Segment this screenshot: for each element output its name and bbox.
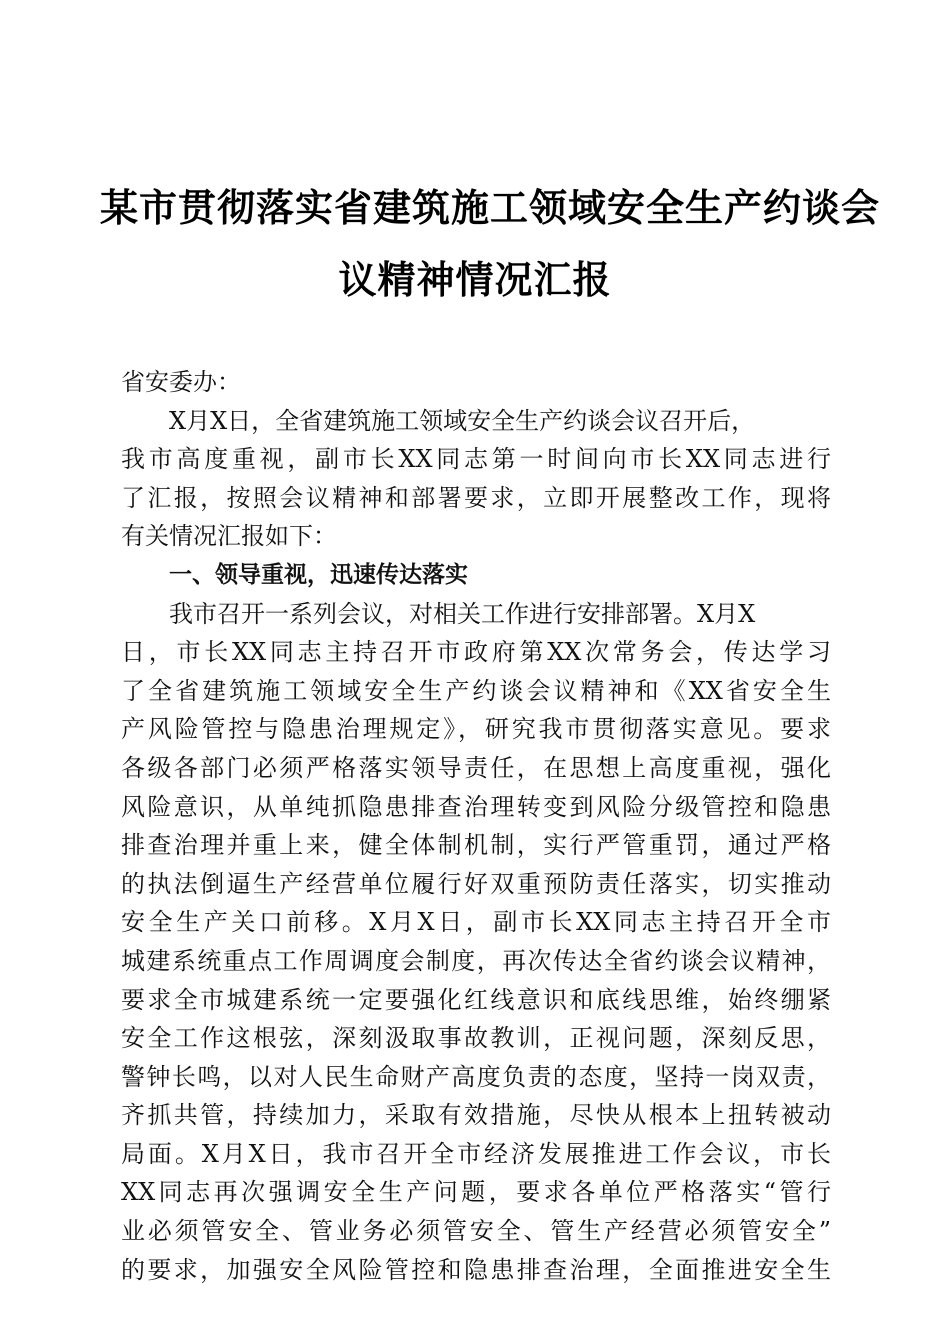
paragraph-line: XX同志再次强调安全生产问题，要求各单位严格落实“管行 bbox=[121, 1178, 831, 1207]
paragraph-line: 各级各部门必须严格落实领导责任，在思想上高度重视，强化 bbox=[121, 753, 831, 782]
title-line-1: 某市贯彻落实省建筑施工领域安全生产约谈会 bbox=[100, 186, 881, 230]
paragraph-line: 我市召开一系列会议，对相关工作进行安排部署。X月X bbox=[169, 599, 756, 628]
paragraph-line: 安全工作这根弦，深刻汲取事故教训，正视问题，深刻反思， bbox=[121, 1024, 831, 1053]
paragraph-line: 排查治理并重上来，健全体制机制，实行严管重罚，通过严格 bbox=[121, 831, 831, 860]
intro-line: X月X日，全省建筑施工领域安全生产约谈会议召开后， bbox=[169, 406, 756, 435]
document-title bbox=[100, 172, 881, 316]
paragraph-line: 齐抓共管，持续加力，采取有效措施，尽快从根本上扭转被动 bbox=[121, 1101, 831, 1130]
section-heading: 一、领导重视，迅速传达落实 bbox=[169, 561, 468, 588]
paragraph-line: 城建系统重点工作周调度会制度，再次传达全省约谈会议精神， bbox=[121, 946, 831, 975]
intro-line: 了汇报，按照会议精神和部署要求，立即开展整改工作，现将 bbox=[121, 483, 831, 512]
paragraph-line: 风险意识，从单纯抓隐患排查治理转变到风险分级管控和隐患 bbox=[121, 792, 831, 821]
paragraph-line: 要求全市城建系统一定要强化红线意识和底线思维，始终绷紧 bbox=[121, 985, 831, 1014]
paragraph-line: 了全省建筑施工领域安全生产约谈会议精神和《XX省安全生 bbox=[121, 676, 831, 705]
document-body bbox=[121, 363, 831, 1289]
paragraph-line: 业必须管安全、管业务必须管安全、管生产经营必须管安全” bbox=[121, 1217, 831, 1246]
paragraph-line: 警钟长鸣，以对人民生命财产高度负责的态度，坚持一岗双责， bbox=[121, 1062, 831, 1091]
paragraph-line: 安全生产关口前移。X月X日，副市长XX同志主持召开全市 bbox=[121, 908, 831, 937]
salutation: 省安委办： bbox=[121, 368, 241, 396]
paragraph-line: 局面。X月X日，我市召开全市经济发展推进工作会议，市长 bbox=[121, 1139, 831, 1168]
intro-line: 我市高度重视，副市长XX同志第一时间向市长XX同志进行 bbox=[121, 445, 831, 474]
paragraph-line: 产风险管控与隐患治理规定》，研究我市贯彻落实意见。要求 bbox=[121, 715, 831, 744]
paragraph-line: 的执法倒逼生产经营单位履行好双重预防责任落实，切实推动 bbox=[121, 869, 831, 898]
paragraph-line: 日，市长XX同志主持召开市政府第XX次常务会，传达学习 bbox=[121, 638, 831, 667]
paragraph-line: 的要求，加强安全风险管控和隐患排查治理，全面推进安全生 bbox=[121, 1255, 831, 1284]
intro-line: 有关情况汇报如下： bbox=[121, 522, 337, 551]
title-line-2: 议精神情况汇报 bbox=[338, 258, 612, 302]
